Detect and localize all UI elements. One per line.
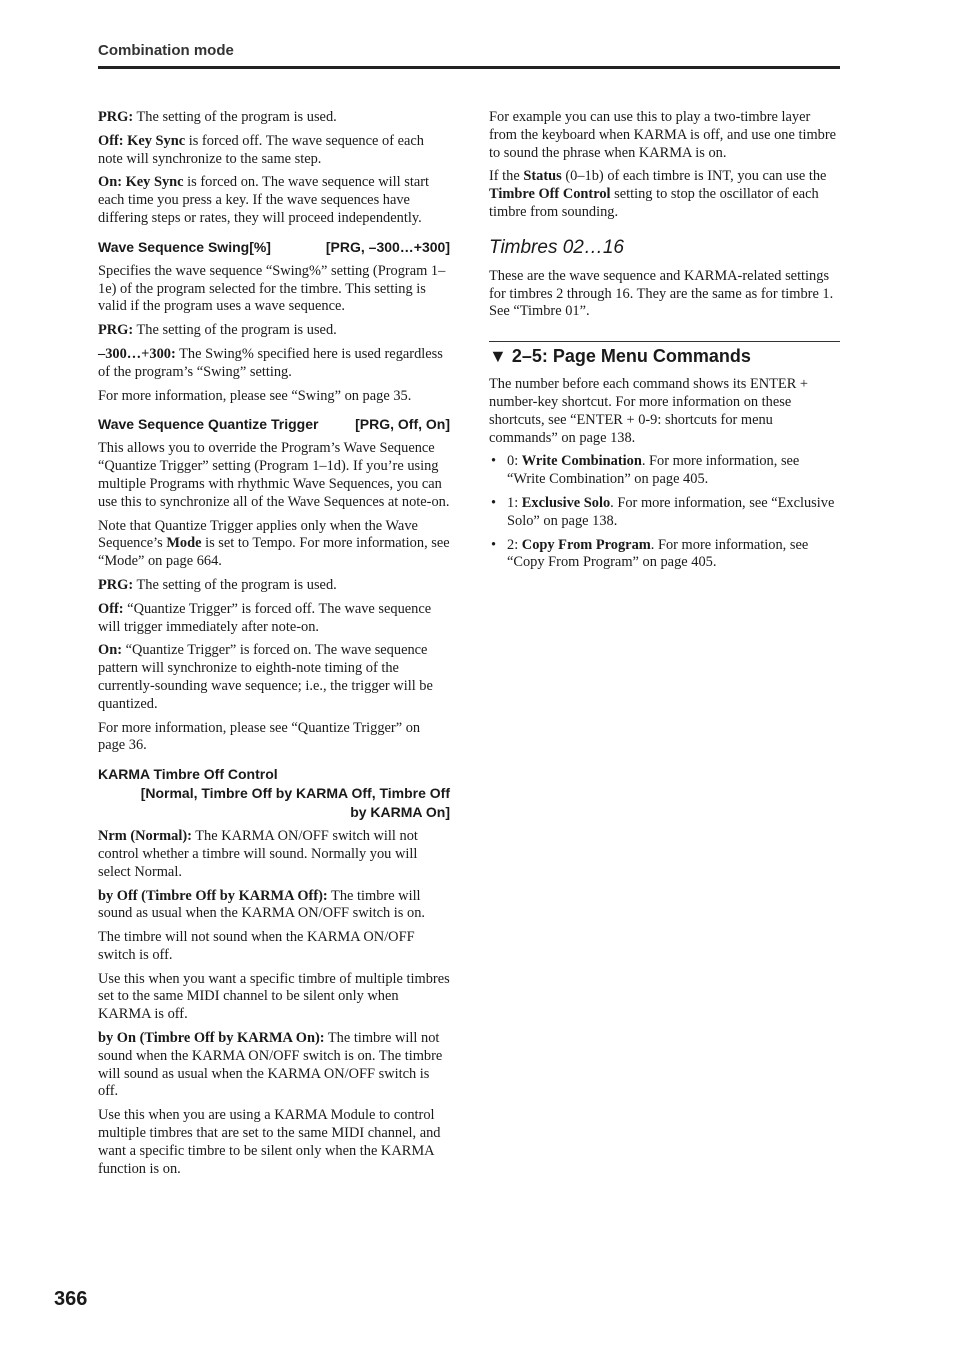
list-item: • 1: Exclusive Solo. For more information, see “Exclusive Solo” on page 138. (489, 495, 840, 531)
paragraph: The timbre will not sound when the KARMA ON/OFF switch is off. (98, 929, 415, 963)
section-rule (489, 341, 840, 342)
parameter-heading-karma-timbre-off: KARMA Timbre Off Control [Normal, Timbre Off by KARMA Off, Timbre Off by KARMA On] (98, 766, 450, 821)
paragraph: by Off (Timbre Off by KARMA Off): The timbre will sound as usual when the KARMA ON/OFF switch is on. (98, 887, 425, 922)
left-column (98, 109, 450, 1184)
paragraph: For more information, please see “Quantize Trigger” on page 36. (98, 719, 421, 754)
right-column (489, 109, 840, 578)
command-list (489, 453, 840, 572)
parameter-heading-swing: Wave Sequence Swing[%] [PRG, –300…+300] (98, 238, 450, 255)
paragraph: For more information, please see “Swing” on page 35. (98, 387, 412, 404)
paragraph: PRG: The setting of the program is used. (98, 322, 337, 339)
paragraph: PRG: The setting of the program is used. (98, 109, 337, 125)
parameter-heading-quantize: Wave Sequence Quantize Trigger [PRG, Off, On] (98, 416, 450, 433)
paragraph: Off: “Quantize Trigger” is forced off. The wave sequence will trigger immediately after note-on. (98, 600, 432, 635)
list-item: • 0: Write Combination. For more information, see “Write Combination” on page 405. (489, 453, 840, 489)
running-header: Combination mode (98, 42, 234, 59)
paragraph: For example you can use this to play a two-timbre layer from the keyboard when KARMA is off, and use one timbre to sound the phrase when KARMA is on. (489, 109, 837, 161)
heading-timbres: Timbres 02…16 (489, 236, 624, 258)
paragraph: PRG: The setting of the program is used. (98, 576, 337, 593)
paragraph: Nrm (Normal): The KARMA ON/OFF switch will not control whether a timbre will sound. Normally you will select Normal. (98, 828, 418, 880)
paragraph: If the Status (0–1b) of each timbre is INT, you can use the Timbre Off Control setting to stop the oscillator of each timbre from sounding. (489, 168, 827, 220)
paragraph: Note that Quantize Trigger applies only when the Wave Sequence’s Mode is set to Tempo. For more information, see “Mode” on page 664. (98, 517, 450, 570)
paragraph: The number before each command shows its ENTER + number-key shortcut. For more information on these shortcuts, see “ENTER + 0-9: shortcuts for menu commands” on page 138. (489, 376, 809, 446)
paragraph: Use this when you want a specific timbre of multiple timbres set to the same MIDI channel to be silent only when KARMA is off. (98, 970, 450, 1023)
paragraph: by On (Timbre Off by KARMA On): The timbre will not sound when the KARMA ON/OFF switch is on. The timbre will sound as usual when the KARMA ON/OFF switch is off. (98, 1030, 443, 1100)
paragraph: –300…+300: The Swing% specified here is used regardless of the program’s “Swing” setting. (98, 345, 443, 380)
paragraph: Use this when you are using a KARMA Module to control multiple timbres that are set to the same MIDI channel, and want a specific timbre to be silent only when the KARMA function is on. (98, 1107, 441, 1177)
header-rule (98, 66, 840, 69)
paragraph: This allows you to override the Program’s Wave Sequence “Quantize Trigger” setting (Program 1–1d). If you’re using multiple Programs with rhythmic Wave Sequences, you can use this to synchronize all of the Wave Sequences at note-on. (98, 440, 450, 510)
paragraph: Specifies the wave sequence “Swing%” setting (Program 1–1e) of the program selected for the timbre. This setting is valid if the program uses a wave sequence. (98, 262, 446, 315)
paragraph: On: Key Sync is forced on. The wave sequence will start each time you press a key. If the wave sequences have differing steps or rates, they will proceed independently. (98, 174, 430, 226)
paragraph: Off: Key Sync is forced off. The wave sequence of each note will synchronize to the same step. (98, 132, 424, 167)
paragraph: On: “Quantize Trigger” is forced on. The wave sequence pattern will synchronize to eighth-note timing of the currently-sounding wave sequence; i.e., the trigger will be quantized. (98, 642, 433, 712)
list-item: • 2: Copy From Program. For more information, see “Copy From Program” on page 405. (489, 537, 840, 573)
paragraph: These are the wave sequence and KARMA-related settings for timbres 2 through 16. They are the same as for timbre 1. See “Timbre 01”. (489, 267, 834, 320)
page-number: 366 (54, 1288, 88, 1310)
heading-page-menu-commands: ▼ 2–5: Page Menu Commands (489, 346, 751, 367)
